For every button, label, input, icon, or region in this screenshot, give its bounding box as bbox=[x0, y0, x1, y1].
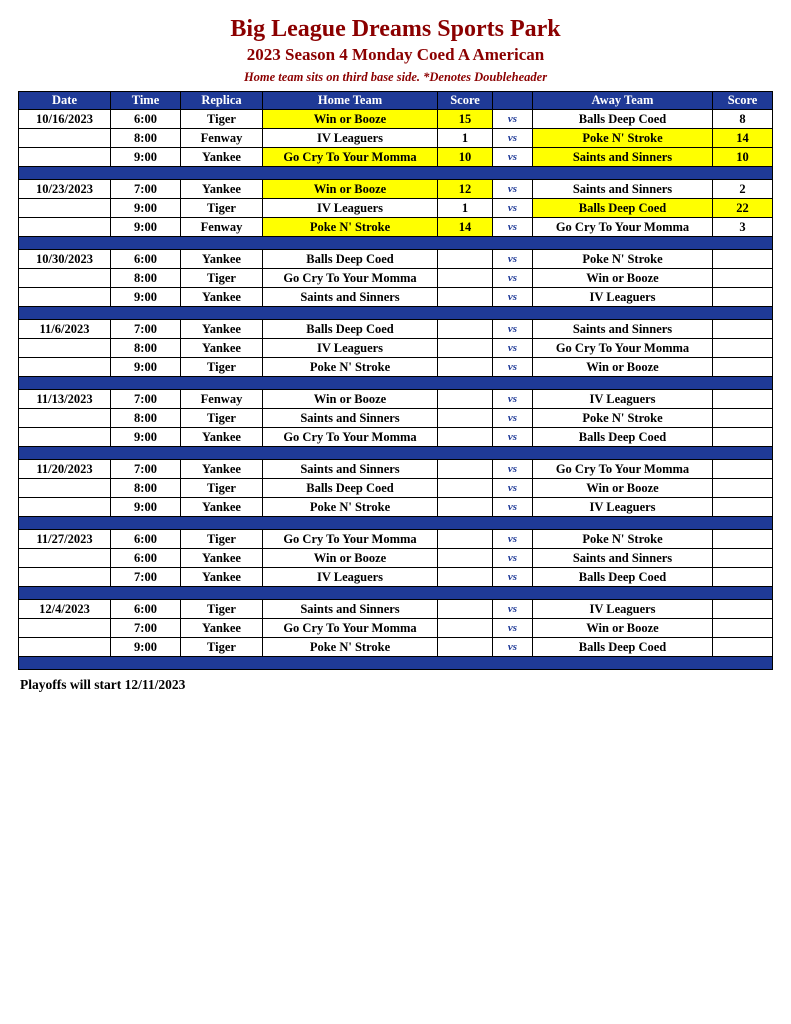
home-team-cell: Poke N' Stroke bbox=[263, 218, 438, 237]
home-team-cell: Saints and Sinners bbox=[263, 409, 438, 428]
week-separator-row bbox=[19, 587, 773, 600]
away-team-cell: Go Cry To Your Momma bbox=[533, 339, 713, 358]
replica-cell: Yankee bbox=[181, 180, 263, 199]
vs-label: vs bbox=[493, 638, 533, 657]
replica-cell: Tiger bbox=[181, 110, 263, 129]
away-team-cell: Win or Booze bbox=[533, 619, 713, 638]
date-cell bbox=[19, 549, 111, 568]
week-separator-row bbox=[19, 517, 773, 530]
home-team-cell: Go Cry To Your Momma bbox=[263, 530, 438, 549]
away-team-cell: Balls Deep Coed bbox=[533, 568, 713, 587]
away-team-cell: Saints and Sinners bbox=[533, 148, 713, 167]
vs-label: vs bbox=[493, 428, 533, 447]
replica-cell: Yankee bbox=[181, 339, 263, 358]
date-cell bbox=[19, 358, 111, 377]
away-score-cell bbox=[713, 390, 773, 409]
away-team-cell: Win or Booze bbox=[533, 358, 713, 377]
replica-cell: Tiger bbox=[181, 530, 263, 549]
game-row bbox=[19, 250, 773, 269]
date-cell bbox=[19, 498, 111, 517]
away-team-cell: Go Cry To Your Momma bbox=[533, 460, 713, 479]
away-score-cell bbox=[713, 339, 773, 358]
home-team-cell: IV Leaguers bbox=[263, 129, 438, 148]
time-cell: 9:00 bbox=[111, 638, 181, 657]
home-score-cell: 15 bbox=[438, 110, 493, 129]
vs-label: vs bbox=[493, 199, 533, 218]
week-separator-cell bbox=[19, 587, 773, 600]
away-score-cell bbox=[713, 479, 773, 498]
replica-cell: Tiger bbox=[181, 600, 263, 619]
home-score-cell bbox=[438, 619, 493, 638]
home-score-cell bbox=[438, 250, 493, 269]
replica-cell: Yankee bbox=[181, 498, 263, 517]
away-score-cell bbox=[713, 409, 773, 428]
date-cell bbox=[19, 199, 111, 218]
away-team-cell: IV Leaguers bbox=[533, 600, 713, 619]
away-score-cell: 10 bbox=[713, 148, 773, 167]
date-cell: 10/16/2023 bbox=[19, 110, 111, 129]
home-team-cell: Go Cry To Your Momma bbox=[263, 148, 438, 167]
vs-label: vs bbox=[493, 339, 533, 358]
home-team-note: Home team sits on third base side. *Denotes Doubleheader bbox=[243, 70, 548, 85]
date-cell bbox=[19, 479, 111, 498]
time-cell: 6:00 bbox=[111, 250, 181, 269]
date-cell: 11/6/2023 bbox=[19, 320, 111, 339]
date-cell bbox=[19, 339, 111, 358]
home-team-cell: Go Cry To Your Momma bbox=[263, 269, 438, 288]
date-cell bbox=[19, 129, 111, 148]
time-cell: 9:00 bbox=[111, 498, 181, 517]
time-cell: 8:00 bbox=[111, 479, 181, 498]
away-score-cell bbox=[713, 619, 773, 638]
week-separator-cell bbox=[19, 447, 773, 460]
table-header-row bbox=[19, 92, 773, 110]
date-cell bbox=[19, 269, 111, 288]
vs-label: vs bbox=[493, 110, 533, 129]
time-cell: 8:00 bbox=[111, 409, 181, 428]
replica-cell: Tiger bbox=[181, 199, 263, 218]
game-row bbox=[19, 568, 773, 587]
away-team-cell: IV Leaguers bbox=[533, 390, 713, 409]
game-row bbox=[19, 288, 773, 307]
time-cell: 6:00 bbox=[111, 110, 181, 129]
home-team-cell: Saints and Sinners bbox=[263, 600, 438, 619]
away-score-cell bbox=[713, 358, 773, 377]
home-score-cell bbox=[438, 409, 493, 428]
away-score-cell bbox=[713, 498, 773, 517]
vs-label: vs bbox=[493, 498, 533, 517]
away-team-cell: Balls Deep Coed bbox=[533, 110, 713, 129]
away-team-cell: Saints and Sinners bbox=[533, 320, 713, 339]
vs-label: vs bbox=[493, 250, 533, 269]
home-score-cell bbox=[438, 460, 493, 479]
game-row bbox=[19, 460, 773, 479]
time-cell: 9:00 bbox=[111, 148, 181, 167]
page-subtitle: 2023 Season 4 Monday Coed A American bbox=[246, 45, 545, 65]
game-row bbox=[19, 339, 773, 358]
week-separator-row bbox=[19, 307, 773, 320]
date-cell: 12/4/2023 bbox=[19, 600, 111, 619]
time-cell: 6:00 bbox=[111, 600, 181, 619]
game-row bbox=[19, 269, 773, 288]
date-cell: 11/13/2023 bbox=[19, 390, 111, 409]
game-row bbox=[19, 199, 773, 218]
time-cell: 7:00 bbox=[111, 619, 181, 638]
home-team-cell: Poke N' Stroke bbox=[263, 638, 438, 657]
away-score-cell bbox=[713, 288, 773, 307]
away-score-cell: 22 bbox=[713, 199, 773, 218]
home-team-cell: Balls Deep Coed bbox=[263, 320, 438, 339]
home-score-cell: 1 bbox=[438, 129, 493, 148]
game-row bbox=[19, 148, 773, 167]
replica-cell: Yankee bbox=[181, 619, 263, 638]
time-cell: 8:00 bbox=[111, 269, 181, 288]
date-cell bbox=[19, 638, 111, 657]
away-score-cell bbox=[713, 428, 773, 447]
game-row bbox=[19, 600, 773, 619]
away-score-cell bbox=[713, 460, 773, 479]
home-team-cell: Win or Booze bbox=[263, 390, 438, 409]
home-team-cell: Poke N' Stroke bbox=[263, 358, 438, 377]
home-team-cell: Balls Deep Coed bbox=[263, 250, 438, 269]
game-row bbox=[19, 530, 773, 549]
date-cell bbox=[19, 409, 111, 428]
game-row bbox=[19, 549, 773, 568]
vs-label: vs bbox=[493, 568, 533, 587]
game-row bbox=[19, 498, 773, 517]
time-cell: 6:00 bbox=[111, 530, 181, 549]
week-separator-row bbox=[19, 447, 773, 460]
time-cell: 7:00 bbox=[111, 460, 181, 479]
away-team-cell: Go Cry To Your Momma bbox=[533, 218, 713, 237]
game-row bbox=[19, 638, 773, 657]
vs-label: vs bbox=[493, 390, 533, 409]
home-score-cell bbox=[438, 428, 493, 447]
home-team-cell: Win or Booze bbox=[263, 549, 438, 568]
time-cell: 8:00 bbox=[111, 129, 181, 148]
replica-cell: Tiger bbox=[181, 409, 263, 428]
schedule-table bbox=[18, 91, 773, 670]
replica-cell: Yankee bbox=[181, 460, 263, 479]
time-cell: 7:00 bbox=[111, 320, 181, 339]
date-cell bbox=[19, 148, 111, 167]
away-team-cell: Poke N' Stroke bbox=[533, 530, 713, 549]
away-score-cell bbox=[713, 269, 773, 288]
away-score-cell: 2 bbox=[713, 180, 773, 199]
home-team-cell: IV Leaguers bbox=[263, 339, 438, 358]
column-header-score: Score bbox=[438, 92, 493, 110]
home-score-cell bbox=[438, 549, 493, 568]
home-score-cell bbox=[438, 288, 493, 307]
time-cell: 7:00 bbox=[111, 180, 181, 199]
game-row bbox=[19, 358, 773, 377]
home-team-cell: Saints and Sinners bbox=[263, 460, 438, 479]
home-score-cell: 10 bbox=[438, 148, 493, 167]
game-row bbox=[19, 110, 773, 129]
home-team-cell: Go Cry To Your Momma bbox=[263, 619, 438, 638]
away-team-cell: Balls Deep Coed bbox=[533, 638, 713, 657]
time-cell: 7:00 bbox=[111, 568, 181, 587]
home-score-cell bbox=[438, 269, 493, 288]
replica-cell: Tiger bbox=[181, 269, 263, 288]
vs-label: vs bbox=[493, 358, 533, 377]
home-score-cell bbox=[438, 498, 493, 517]
column-header-date: Date bbox=[19, 92, 111, 110]
game-row bbox=[19, 428, 773, 447]
away-team-cell: Poke N' Stroke bbox=[533, 250, 713, 269]
away-score-cell: 3 bbox=[713, 218, 773, 237]
replica-cell: Tiger bbox=[181, 358, 263, 377]
time-cell: 9:00 bbox=[111, 218, 181, 237]
column-header-vs-spacer bbox=[493, 92, 533, 110]
away-score-cell: 8 bbox=[713, 110, 773, 129]
home-score-cell bbox=[438, 568, 493, 587]
vs-label: vs bbox=[493, 600, 533, 619]
game-row bbox=[19, 129, 773, 148]
game-row bbox=[19, 180, 773, 199]
date-cell bbox=[19, 288, 111, 307]
game-row bbox=[19, 320, 773, 339]
date-cell bbox=[19, 619, 111, 638]
week-separator-cell bbox=[19, 377, 773, 390]
vs-label: vs bbox=[493, 409, 533, 428]
date-cell: 10/30/2023 bbox=[19, 250, 111, 269]
replica-cell: Fenway bbox=[181, 129, 263, 148]
replica-cell: Yankee bbox=[181, 250, 263, 269]
away-team-cell: Win or Booze bbox=[533, 479, 713, 498]
away-score-cell bbox=[713, 320, 773, 339]
column-header-home-team: Home Team bbox=[263, 92, 438, 110]
game-row bbox=[19, 390, 773, 409]
vs-label: vs bbox=[493, 479, 533, 498]
away-team-cell: Saints and Sinners bbox=[533, 549, 713, 568]
replica-cell: Yankee bbox=[181, 320, 263, 339]
home-score-cell bbox=[438, 600, 493, 619]
replica-cell: Yankee bbox=[181, 549, 263, 568]
vs-label: vs bbox=[493, 619, 533, 638]
home-score-cell: 12 bbox=[438, 180, 493, 199]
away-team-cell: Win or Booze bbox=[533, 269, 713, 288]
vs-label: vs bbox=[493, 460, 533, 479]
away-score-cell bbox=[713, 638, 773, 657]
week-separator-row bbox=[19, 167, 773, 180]
home-team-cell: Win or Booze bbox=[263, 110, 438, 129]
replica-cell: Yankee bbox=[181, 148, 263, 167]
vs-label: vs bbox=[493, 269, 533, 288]
home-team-cell: Balls Deep Coed bbox=[263, 479, 438, 498]
game-row bbox=[19, 218, 773, 237]
home-score-cell bbox=[438, 479, 493, 498]
playoffs-note: Playoffs will start 12/11/2023 bbox=[20, 677, 186, 693]
week-separator-cell bbox=[19, 657, 773, 670]
away-team-cell: Poke N' Stroke bbox=[533, 129, 713, 148]
time-cell: 6:00 bbox=[111, 549, 181, 568]
date-cell: 11/20/2023 bbox=[19, 460, 111, 479]
away-team-cell: Saints and Sinners bbox=[533, 180, 713, 199]
home-team-cell: Saints and Sinners bbox=[263, 288, 438, 307]
date-cell: 10/23/2023 bbox=[19, 180, 111, 199]
vs-label: vs bbox=[493, 549, 533, 568]
home-team-cell: IV Leaguers bbox=[263, 568, 438, 587]
game-row bbox=[19, 409, 773, 428]
away-team-cell: IV Leaguers bbox=[533, 498, 713, 517]
vs-label: vs bbox=[493, 148, 533, 167]
replica-cell: Yankee bbox=[181, 568, 263, 587]
week-separator-row bbox=[19, 237, 773, 250]
replica-cell: Tiger bbox=[181, 638, 263, 657]
replica-cell: Yankee bbox=[181, 288, 263, 307]
away-team-cell: Balls Deep Coed bbox=[533, 199, 713, 218]
column-header-away-team: Away Team bbox=[533, 92, 713, 110]
week-separator-cell bbox=[19, 307, 773, 320]
replica-cell: Fenway bbox=[181, 218, 263, 237]
time-cell: 8:00 bbox=[111, 339, 181, 358]
replica-cell: Fenway bbox=[181, 390, 263, 409]
home-score-cell bbox=[438, 530, 493, 549]
home-score-cell bbox=[438, 339, 493, 358]
home-team-cell: Win or Booze bbox=[263, 180, 438, 199]
vs-label: vs bbox=[493, 320, 533, 339]
away-team-cell: IV Leaguers bbox=[533, 288, 713, 307]
away-score-cell bbox=[713, 250, 773, 269]
time-cell: 9:00 bbox=[111, 199, 181, 218]
vs-label: vs bbox=[493, 530, 533, 549]
game-row bbox=[19, 619, 773, 638]
vs-label: vs bbox=[493, 129, 533, 148]
time-cell: 9:00 bbox=[111, 288, 181, 307]
away-score-cell bbox=[713, 568, 773, 587]
game-row bbox=[19, 479, 773, 498]
home-team-cell: IV Leaguers bbox=[263, 199, 438, 218]
away-team-cell: Poke N' Stroke bbox=[533, 409, 713, 428]
date-cell bbox=[19, 218, 111, 237]
column-header-replica: Replica bbox=[181, 92, 263, 110]
replica-cell: Tiger bbox=[181, 479, 263, 498]
away-score-cell bbox=[713, 530, 773, 549]
time-cell: 9:00 bbox=[111, 358, 181, 377]
home-score-cell: 14 bbox=[438, 218, 493, 237]
date-cell: 11/27/2023 bbox=[19, 530, 111, 549]
replica-cell: Yankee bbox=[181, 428, 263, 447]
away-score-cell: 14 bbox=[713, 129, 773, 148]
week-separator-cell bbox=[19, 517, 773, 530]
week-separator-cell bbox=[19, 167, 773, 180]
home-score-cell: 1 bbox=[438, 199, 493, 218]
home-team-cell: Poke N' Stroke bbox=[263, 498, 438, 517]
time-cell: 9:00 bbox=[111, 428, 181, 447]
home-score-cell bbox=[438, 358, 493, 377]
time-cell: 7:00 bbox=[111, 390, 181, 409]
away-team-cell: Balls Deep Coed bbox=[533, 428, 713, 447]
week-separator-cell bbox=[19, 237, 773, 250]
column-header-time: Time bbox=[111, 92, 181, 110]
home-score-cell bbox=[438, 638, 493, 657]
home-score-cell bbox=[438, 390, 493, 409]
away-score-cell bbox=[713, 549, 773, 568]
page-title: Big League Dreams Sports Park bbox=[230, 16, 561, 42]
away-score-cell bbox=[713, 600, 773, 619]
vs-label: vs bbox=[493, 180, 533, 199]
vs-label: vs bbox=[493, 218, 533, 237]
week-separator-row bbox=[19, 657, 773, 670]
week-separator-row bbox=[19, 377, 773, 390]
home-team-cell: Go Cry To Your Momma bbox=[263, 428, 438, 447]
date-cell bbox=[19, 568, 111, 587]
vs-label: vs bbox=[493, 288, 533, 307]
home-score-cell bbox=[438, 320, 493, 339]
column-header-score: Score bbox=[713, 92, 773, 110]
date-cell bbox=[19, 428, 111, 447]
